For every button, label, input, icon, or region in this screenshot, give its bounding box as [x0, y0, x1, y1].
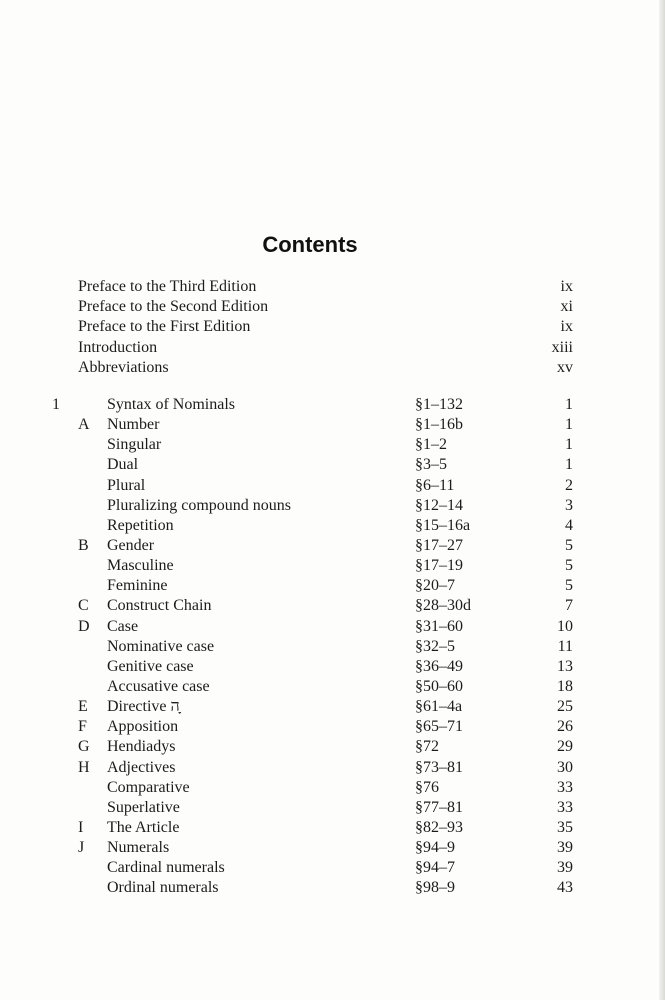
toc-entry-title: Apposition: [107, 718, 179, 736]
toc-page-number: 1: [565, 396, 573, 413]
toc-paragraph-range: §12–14: [415, 496, 463, 514]
toc-section-letter: B: [78, 536, 89, 554]
toc-page-number: 33: [557, 778, 573, 796]
toc-paragraph-range: §50–60: [415, 677, 463, 695]
toc-entry-title: Numerals: [107, 839, 170, 857]
toc-entry-title: Number: [107, 416, 160, 434]
toc-page-number: 5: [565, 557, 573, 575]
toc-chapter-number: 1: [52, 396, 60, 413]
page-title: Contents: [262, 232, 358, 257]
toc-page-number: 39: [557, 839, 573, 857]
toc-entry: [0, 759, 665, 779]
toc-paragraph-range: §61–4a: [415, 698, 463, 716]
front-matter-item: [0, 278, 665, 298]
toc-entry-title: Pluralizing compound nouns: [107, 496, 291, 514]
toc-entry: [0, 779, 665, 799]
toc-entry-title: Cardinal numerals: [107, 859, 225, 877]
toc-paragraph-range: §1–132: [415, 396, 463, 413]
toc-page-number: 25: [557, 698, 573, 716]
toc-paragraph-range: §73–81: [415, 758, 463, 776]
toc-paragraph-range: §1–2: [415, 436, 447, 454]
toc-entry: [0, 839, 665, 859]
toc-entry: [0, 517, 665, 537]
front-matter-list: [0, 278, 665, 379]
front-matter-page: xiii: [551, 338, 573, 356]
toc-entry-title: Repetition: [107, 516, 174, 534]
toc-section-letter: I: [78, 818, 84, 836]
toc-paragraph-range: §6–11: [415, 476, 455, 494]
front-matter-page: xv: [557, 358, 573, 376]
front-matter-title: Preface to the First Edition: [78, 318, 251, 336]
toc-page-number: 1: [565, 416, 573, 434]
toc-entry: [0, 618, 665, 638]
front-matter-item: [0, 318, 665, 338]
toc-section-letter: F: [78, 718, 87, 736]
toc-paragraph-range: §76: [415, 778, 439, 796]
toc-entry-title: Masculine: [107, 557, 174, 575]
front-matter-page: ix: [560, 318, 573, 336]
toc-entry: [0, 718, 665, 738]
toc-entry-title: Comparative: [107, 778, 190, 796]
toc-entry: [0, 859, 665, 879]
toc-entry-title: The Article: [107, 818, 180, 836]
toc-entry: [0, 879, 665, 899]
toc-page-number: 35: [557, 818, 573, 836]
toc-page-number: 43: [557, 879, 573, 897]
toc-entry: [0, 597, 665, 617]
toc-section-letter: E: [78, 698, 88, 716]
toc-paragraph-range: §3–5: [415, 456, 447, 474]
toc-page-number: 26: [557, 718, 573, 736]
toc-page-number: 13: [557, 657, 573, 675]
toc-page-number: 5: [565, 536, 573, 554]
toc-paragraph-range: §32–5: [415, 637, 455, 655]
front-matter-title: Abbreviations: [78, 358, 169, 376]
toc-page-number: 39: [557, 859, 573, 877]
front-matter-page: xi: [560, 298, 573, 316]
toc-entry: [0, 416, 665, 436]
front-matter-title: Introduction: [78, 338, 158, 356]
toc-paragraph-range: §36–49: [415, 657, 463, 675]
toc-paragraph-range: §82–93: [415, 818, 463, 836]
toc-page-number: 3: [565, 496, 573, 514]
toc-page-number: 10: [557, 617, 573, 635]
toc-entry: [0, 537, 665, 557]
toc-section-letter: A: [78, 416, 90, 434]
toc-entry-title: Directive ה ָ: [107, 698, 184, 716]
toc-page-number: 1: [565, 436, 573, 454]
toc-section-letter: D: [78, 617, 90, 635]
toc-entry-title: Ordinal numerals: [107, 879, 219, 897]
toc-entry: [0, 436, 665, 456]
toc-entry: [0, 477, 665, 497]
toc-entry-title: Plural: [107, 476, 146, 494]
toc-page-number: 11: [557, 637, 573, 655]
toc-page-number: 29: [557, 738, 573, 756]
toc-entry-title: Nominative case: [107, 637, 215, 655]
toc-entry-title: Dual: [107, 456, 139, 474]
toc-paragraph-range: §98–9: [415, 879, 455, 897]
toc-paragraph-range: §72: [415, 738, 439, 756]
toc-entry-title: Singular: [107, 436, 162, 454]
toc-entry: [0, 456, 665, 476]
toc-entry: [0, 819, 665, 839]
toc-page-number: 30: [557, 758, 573, 776]
toc-entry: [0, 497, 665, 517]
toc-paragraph-range: §77–81: [415, 798, 463, 816]
front-matter-item: [0, 298, 665, 318]
toc-entry: [0, 396, 665, 416]
toc-entry-title: Gender: [107, 536, 155, 554]
toc-entry-title: Construct Chain: [107, 597, 212, 615]
toc-page-number: 4: [565, 516, 573, 534]
toc-paragraph-range: §94–9: [415, 839, 455, 857]
front-matter-item: [0, 339, 665, 359]
toc-page-number: 1: [565, 456, 573, 474]
toc-entry: [0, 557, 665, 577]
toc-entry-title: Case: [107, 617, 139, 635]
toc-entry-title: Feminine: [107, 577, 168, 595]
front-matter-title: Preface to the Second Edition: [78, 298, 269, 316]
toc-entry-title: Genitive case: [107, 657, 194, 675]
toc-list: [0, 396, 665, 900]
toc-page-number: 5: [565, 577, 573, 595]
toc-paragraph-range: §65–71: [415, 718, 463, 736]
toc-entry: [0, 698, 665, 718]
toc-paragraph-range: §94–7: [415, 859, 455, 877]
toc-section-letter: J: [78, 839, 85, 857]
toc-page-number: 7: [565, 597, 573, 615]
toc-page-number: 2: [565, 476, 573, 494]
toc-entry: [0, 638, 665, 658]
toc-entry: [0, 678, 665, 698]
toc-section-letter: G: [78, 738, 90, 756]
front-matter-title: Preface to the Third Edition: [78, 278, 257, 295]
toc-entry-title: Superlative: [107, 798, 180, 816]
toc-entry-title: Accusative case: [107, 677, 210, 695]
toc-entry-title: Hendiadys: [107, 738, 176, 756]
toc-entry: [0, 738, 665, 758]
toc-paragraph-range: §1–16b: [415, 416, 463, 434]
toc-paragraph-range: §28–30d: [415, 597, 471, 615]
toc-entry-title: Syntax of Nominals: [107, 396, 235, 413]
toc-paragraph-range: §17–19: [415, 557, 463, 575]
toc-page-number: 33: [557, 798, 573, 816]
toc-page-number: 18: [557, 677, 573, 695]
toc-entry: [0, 658, 665, 678]
toc-entry: [0, 577, 665, 597]
toc-entry: [0, 799, 665, 819]
toc-entry-title: Adjectives: [107, 758, 176, 776]
front-matter-page: ix: [560, 278, 573, 295]
toc-paragraph-range: §17–27: [415, 536, 463, 554]
front-matter-item: [0, 359, 665, 379]
toc-paragraph-range: §31–60: [415, 617, 463, 635]
toc-section-letter: C: [78, 597, 89, 615]
toc-section-letter: H: [78, 758, 90, 776]
toc-paragraph-range: §20–7: [415, 577, 455, 595]
toc-paragraph-range: §15–16a: [415, 516, 471, 534]
